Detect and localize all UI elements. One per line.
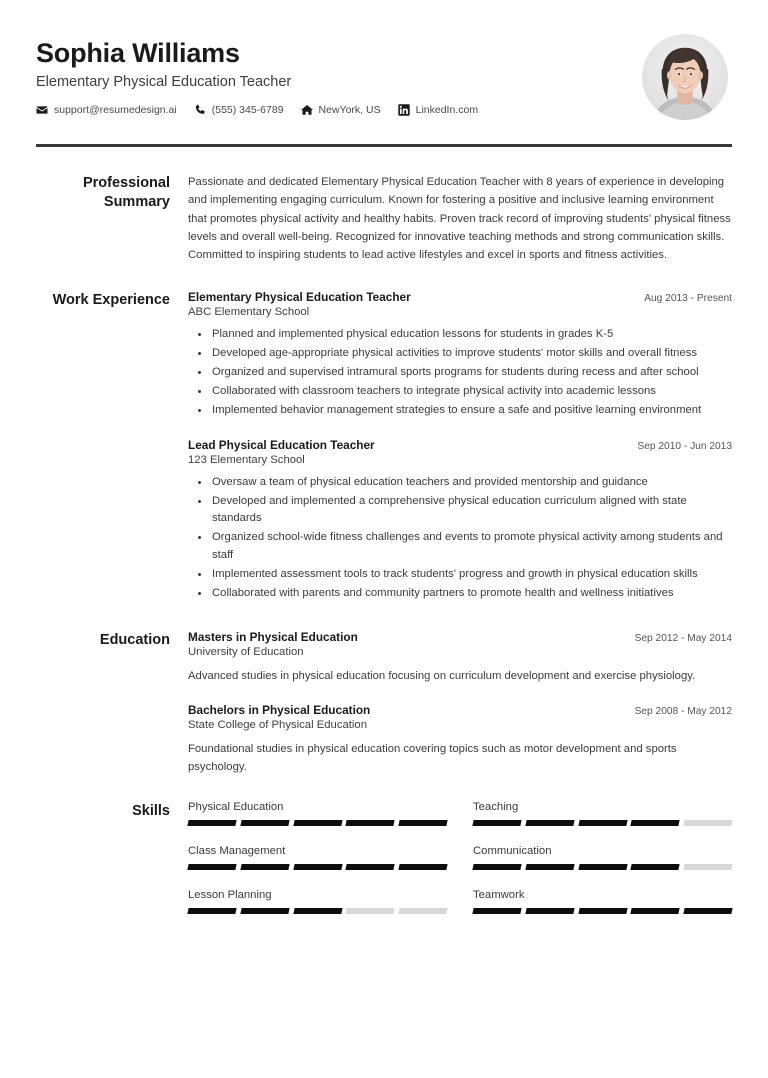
skill-rating-segment — [346, 820, 395, 826]
skill-rating-segment — [346, 908, 395, 914]
list-item: Implemented behavior management strategies to ensure a safe and positive learning environment — [188, 402, 732, 420]
skill-rating-segment — [631, 864, 680, 870]
list-item: Organized school-wide fitness challenges and events to promote physical activity among students and staff — [188, 529, 732, 565]
section-label-summary: Professional Summary — [82, 175, 170, 210]
list-item: Collaborated with parents and community partners to promote health and wellness initiatives — [188, 585, 732, 603]
section-professional-summary — [36, 173, 732, 264]
contact-location[interactable] — [301, 104, 381, 116]
skill-rating-segment — [346, 864, 395, 870]
contact-phone[interactable] — [194, 104, 284, 116]
education-date: Sep 2008 - May 2012 — [634, 706, 732, 718]
skill-rating-segment — [240, 908, 289, 914]
skill-name: Teaching — [473, 801, 519, 814]
skill-rating-segment — [684, 820, 733, 826]
skill-rating-segment — [525, 864, 574, 870]
contact-location-label: NewYork, US — [318, 104, 381, 117]
education-entry-head — [188, 630, 732, 644]
home-icon — [301, 104, 313, 116]
skill-rating-bar — [473, 908, 732, 914]
education-degree: Masters in Physical Education — [188, 629, 358, 644]
skill-rating-bar — [473, 864, 732, 870]
experience-body — [188, 290, 732, 603]
skill-rating-segment — [187, 908, 236, 914]
skill-item — [188, 845, 447, 870]
experience-date: Sep 2010 - Jun 2013 — [637, 440, 732, 452]
contact-linkedin[interactable] — [398, 104, 478, 116]
skill-name: Communication — [473, 845, 552, 858]
skill-rating-segment — [240, 864, 289, 870]
skill-rating-segment — [293, 864, 342, 870]
skill-item — [188, 801, 447, 826]
phone-icon — [194, 104, 206, 116]
skill-rating-segment — [293, 908, 342, 914]
skill-item — [473, 889, 732, 914]
linkedin-icon — [398, 104, 410, 116]
education-body — [188, 630, 732, 778]
experience-bullets — [188, 474, 732, 603]
skill-rating-bar — [188, 908, 447, 914]
section-label-education: Education — [99, 631, 170, 648]
skill-item — [473, 801, 732, 826]
section-label-experience: Work Experience — [52, 292, 170, 309]
header-divider — [36, 144, 732, 147]
list-item: Collaborated with classroom teachers to integrate physical activity into academic lessons — [188, 383, 732, 401]
experience-entry — [188, 290, 732, 419]
list-item: Oversaw a team of physical education teachers and provided mentorship and guidance — [188, 474, 732, 492]
job-title: Elementary Physical Education Teacher — [36, 74, 292, 91]
contact-row — [36, 104, 478, 116]
education-date: Sep 2012 - May 2014 — [634, 632, 732, 644]
experience-employer: 123 Elementary School — [188, 453, 305, 466]
skill-rating-bar — [473, 820, 732, 826]
skill-rating-segment — [187, 864, 236, 870]
experience-entry-head — [188, 438, 732, 452]
skill-rating-segment — [631, 820, 680, 826]
avatar-photo — [642, 34, 728, 120]
resume-header — [36, 0, 732, 120]
list-item: Organized and supervised intramural sports programs for students during recess and after school — [188, 364, 732, 382]
skill-rating-bar — [188, 864, 447, 870]
header-text-block — [36, 34, 478, 116]
experience-job-title: Elementary Physical Education Teacher — [188, 290, 411, 305]
section-work-experience — [36, 290, 732, 603]
skill-rating-segment — [631, 908, 680, 914]
page-title: Sophia Williams — [36, 38, 240, 68]
list-item: Implemented assessment tools to track students' progress and growth in physical education skills — [188, 566, 732, 584]
skill-rating-segment — [578, 908, 627, 914]
skill-rating-segment — [293, 820, 342, 826]
skill-rating-segment — [472, 864, 521, 870]
summary-text: Passionate and dedicated Elementary Physical Education Teacher with 8 years of experience in developing and implementing engaging curriculum. Known for fostering a positive and inclusive learning environment that promotes physical activity and healthy habits. Proven track record of improving students' physical fitness levels and overall well-being. Recognized for innovative teaching methods and strong communication skills. Committed to inspiring students to lead active lifestyles and excel in sports and fitness activities. — [188, 176, 731, 262]
education-entry — [188, 703, 732, 777]
skill-rating-segment — [399, 908, 448, 914]
skill-item — [473, 845, 732, 870]
skills-body — [188, 801, 732, 933]
education-institution: University of Education — [188, 645, 304, 658]
experience-employer: ABC Elementary School — [188, 306, 310, 319]
skill-rating-bar — [188, 820, 447, 826]
education-description: Advanced studies in physical education focusing on curriculum development and exercise physiology. — [188, 669, 696, 682]
experience-job-title: Lead Physical Education Teacher — [188, 437, 375, 452]
skill-rating-segment — [399, 820, 448, 826]
skill-name: Teamwork — [473, 889, 525, 902]
experience-entry — [188, 438, 732, 603]
skill-rating-segment — [187, 820, 236, 826]
skill-rating-segment — [578, 864, 627, 870]
experience-date: Aug 2013 - Present — [644, 293, 732, 305]
skill-rating-segment — [578, 820, 627, 826]
skill-rating-segment — [472, 820, 521, 826]
list-item: Planned and implemented physical education lessons for students in grades K-5 — [188, 326, 732, 344]
skill-rating-segment — [525, 908, 574, 914]
contact-email-label: support@resumedesign.ai — [54, 104, 177, 117]
section-label-skills: Skills — [132, 803, 170, 820]
skill-rating-segment — [684, 864, 733, 870]
section-skills — [36, 801, 732, 933]
summary-body — [188, 173, 732, 264]
education-degree: Bachelors in Physical Education — [188, 703, 371, 718]
skill-name: Lesson Planning — [188, 889, 272, 902]
skills-grid — [188, 801, 732, 933]
contact-email[interactable] — [36, 104, 177, 116]
education-institution: State College of Physical Education — [188, 719, 367, 732]
skill-rating-segment — [525, 820, 574, 826]
avatar — [642, 34, 728, 120]
skill-name: Class Management — [188, 845, 286, 858]
skill-rating-segment — [684, 908, 733, 914]
list-item: Developed and implemented a comprehensive physical education curriculum aligned with state standards — [188, 493, 732, 529]
contact-phone-label: (555) 345-6789 — [211, 104, 284, 117]
skill-rating-segment — [472, 908, 521, 914]
contact-linkedin-label: LinkedIn.com — [415, 104, 479, 117]
experience-entry-head — [188, 290, 732, 304]
skill-rating-segment — [240, 820, 289, 826]
education-description: Foundational studies in physical education covering topics such as motor development and sports psychology. — [188, 743, 677, 774]
skill-item — [188, 889, 447, 914]
section-education — [36, 630, 732, 778]
skill-rating-segment — [399, 864, 448, 870]
list-item: Developed age-appropriate physical activities to improve students' motor skills and overall fitness — [188, 345, 732, 363]
envelope-icon — [36, 104, 48, 116]
experience-bullets — [188, 326, 732, 419]
education-entry — [188, 630, 732, 686]
skill-name: Physical Education — [188, 801, 284, 814]
education-entry-head — [188, 703, 732, 717]
